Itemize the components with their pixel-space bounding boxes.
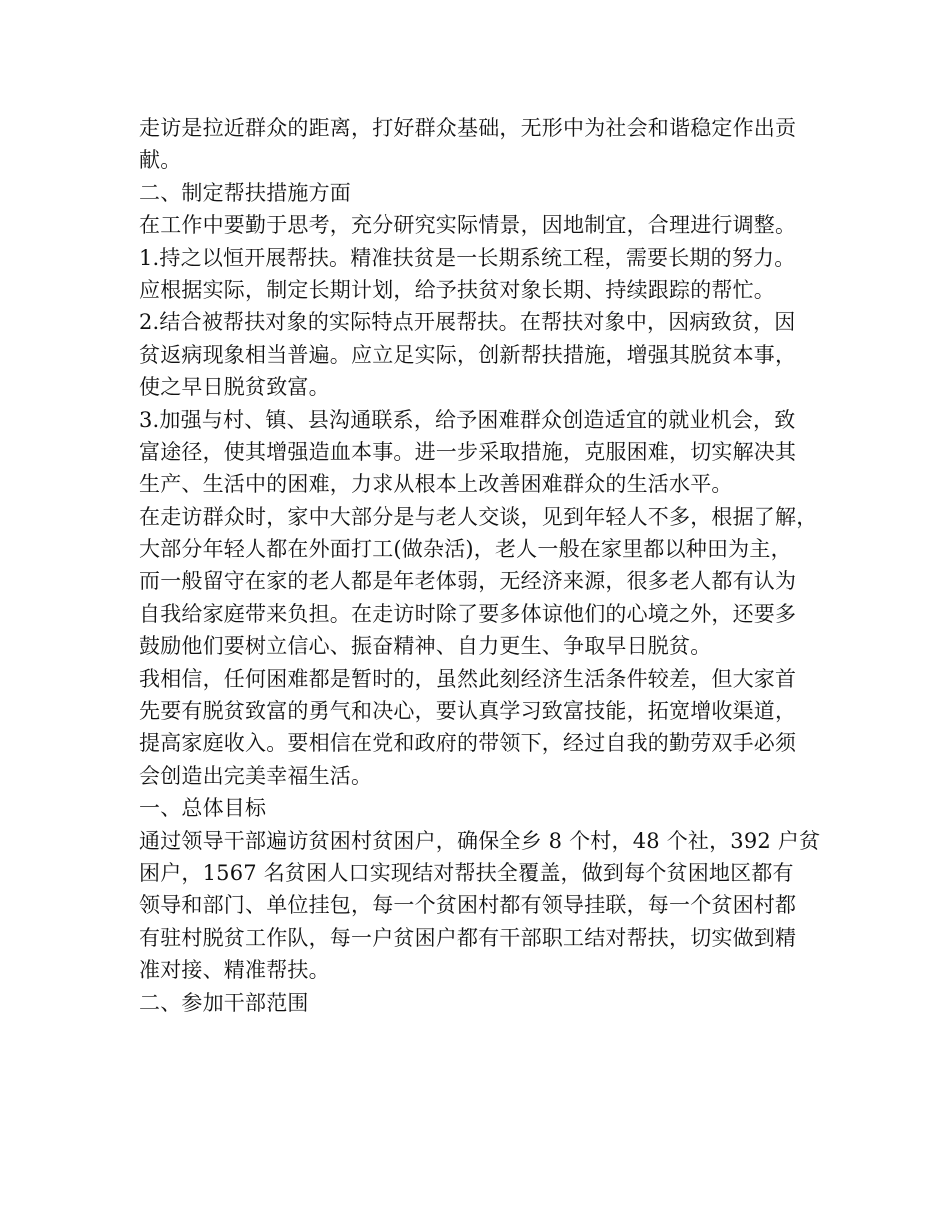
list-item: 3.加强与村、镇、县沟通联系，给予困难群众创造适宜的就业机会，致	[139, 407, 796, 432]
text-line: 领导和部门、单位挂包，每一个贫困村都有领导挂联，每一个贫困村都	[139, 893, 797, 918]
text-line: 走访是拉近群众的距离，打好群众基础，无形中为社会和谐稳定作出贡	[139, 116, 797, 140]
text-line: 应根据实际，制定长期计划，给予扶贫对象长期、持续跟踪的帮忙。	[139, 277, 775, 302]
text-line: 有驻村脱贫工作队，每一户贫困户都有干部职工结对帮扶，切实做到精	[139, 925, 797, 950]
text-line: 通过领导干部遍访贫困村贫困户，确保全乡 8 个村，48 个社，392 户贫	[139, 828, 821, 853]
section-heading: 二、制定帮扶措施方面	[139, 180, 351, 205]
text-line: 而一般留守在家的老人都是年老体弱，无经济来源，很多老人都有认为	[139, 569, 797, 594]
section-heading: 一、总体目标	[139, 796, 267, 821]
list-item: 1.持之以恒开展帮扶。精准扶贫是一长期系统工程，需要长期的努力。	[139, 245, 796, 270]
text-line: 富途径，使其增强造血本事。进一步采取措施，克服困难，切实解决其	[139, 439, 797, 464]
text-line: 提高家庭收入。要相信在党和政府的带领下，经过自我的勤劳双手必须	[139, 731, 797, 756]
list-item: 2.结合被帮扶对象的实际特点开展帮扶。在帮扶对象中，因病致贫，因	[139, 310, 796, 335]
text-line: 使之早日脱贫致富。	[139, 375, 330, 400]
text-line: 鼓励他们要树立信心、振奋精神、自力更生、争取早日脱贫。	[139, 634, 712, 659]
text-line: 先要有脱贫致富的勇气和决心，要认真学习致富技能，拓宽增收渠道，	[139, 699, 797, 724]
text-line: 困户，1567 名贫困人口实现结对帮扶全覆盖，做到每个贫困地区都有	[139, 860, 794, 885]
text-line: 会创造出完美幸福生活。	[139, 763, 373, 788]
text-line: 在走访群众时，家中大部分是与老人交谈，见到年轻人不多，根据了解，	[139, 504, 818, 529]
text-line: 生产、生活中的困难，力求从根本上改善困难群众的生活水平。	[139, 472, 733, 497]
text-line: 准对接、精准帮扶。	[139, 958, 330, 983]
document-body	[139, 112, 829, 1019]
text-line: 大部分年轻人都在外面打工(做杂活)，老人一般在家里都以种田为主，	[139, 537, 792, 562]
text-line: 献。	[139, 148, 182, 173]
text-line: 我相信，任何困难都是暂时的，虽然此刻经济生活条件较差，但大家首	[139, 666, 797, 691]
text-line: 贫返病现象相当普遍。应立足实际，创新帮扶措施，增强其脱贫本事，	[139, 342, 797, 367]
text-line: 在工作中要勤于思考，充分研究实际情景，因地制宜，合理进行调整。	[139, 213, 797, 238]
text-line: 自我给家庭带来负担。在走访时除了要多体谅他们的心境之外，还要多	[139, 601, 797, 626]
section-heading: 二、参加干部范围	[139, 990, 309, 1015]
